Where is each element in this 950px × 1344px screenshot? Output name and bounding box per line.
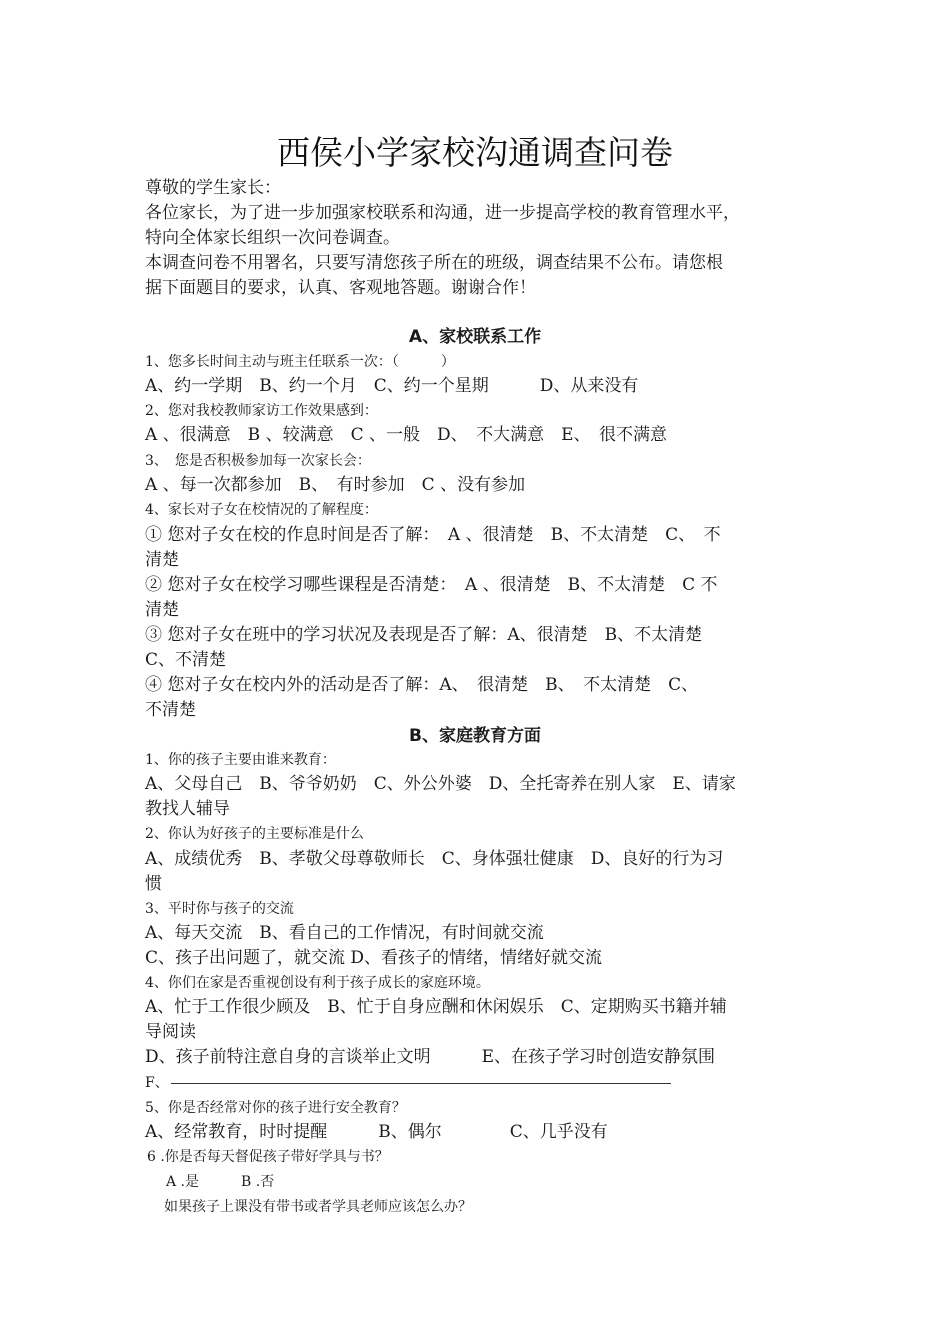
intro-paragraph-2-line-1: 本调查问卷不用署名，只要写清您孩子所在的班级，调查结果不公布。请您根 <box>145 253 723 273</box>
section-b-question-1: 1、你的孩子主要由谁来教育： <box>145 752 336 768</box>
section-a-question-1-options: A、约一学期 B、约一个月 C、约一个星期 D、从来没有 <box>145 376 639 396</box>
section-a-question-2-options: A 、很满意 B 、较满意 C 、一般 D、 不大满意 E、 很不满意 <box>145 425 668 445</box>
section-a-question-4: 4、家长对子女在校情况的了解程度： <box>145 502 378 518</box>
page-title: 西侯小学家校沟通调查问卷 <box>277 133 673 172</box>
section-b-question-2: 2、你认为好孩子的主要标准是什么 <box>145 826 364 842</box>
section-a-question-3-options: A 、每一次都参加 B、 有时参加 C 、没有参加 <box>145 475 526 495</box>
section-b-question-6: 6 .你是否每天督促孩子带好学具与书？ <box>147 1149 389 1165</box>
greeting: 尊敬的学生家长： <box>145 178 281 198</box>
section-a-question-4-item-3: ③ 您对子女在班中的学习状况及表现是否了解：A、很清楚 B、不太清楚 <box>145 625 703 645</box>
section-b-question-2-options: A、成绩优秀 B、孝敬父母尊敬师长 C、身体强壮健康 D、良好的行为习 <box>145 849 724 869</box>
section-b-question-4-options-cont: 导阅读 <box>145 1022 196 1042</box>
section-a-question-4-item-3-cont: C、不清楚 <box>145 650 227 670</box>
intro-paragraph-1-line-1: 各位家长，为了进一步加强家校联系和沟通，进一步提高学校的教育管理水平， <box>145 203 740 223</box>
section-b-question-3-options: A、每天交流 B、看自己的工作情况，有时间就交流 <box>145 923 544 943</box>
section-a-question-1: 1、您多长时间主动与班主任联系一次：（ ） <box>145 354 455 370</box>
section-a-heading: A、家校联系工作 <box>408 327 542 347</box>
section-b-question-3-options-cont: C、孩子出问题了，就交流 D、看孩子的情绪，情绪好就交流 <box>145 948 603 968</box>
section-b-question-1-options-cont: 教找人辅导 <box>145 799 230 819</box>
section-a-question-3: 3、 您是否积极参加每一次家长会： <box>145 453 371 469</box>
section-a-question-4-item-1-cont: 清楚 <box>145 550 179 570</box>
section-a-question-2: 2、您对我校教师家访工作效果感到： <box>145 403 378 419</box>
section-b-question-6-follow-up: 如果孩子上课没有带书或者学具老师应该怎么办？ <box>164 1199 472 1215</box>
section-b-question-6-options: A .是 B .否 <box>166 1174 275 1190</box>
section-b-question-5-options: A、经常教育，时时提醒 B、偶尔 C、几乎没有 <box>145 1122 608 1142</box>
section-b-question-5: 5、你是否经常对你的孩子进行安全教育？ <box>145 1100 406 1116</box>
intro-paragraph-1-line-2: 特向全体家长组织一次问卷调查。 <box>145 228 400 248</box>
option-f-blank-line[interactable] <box>171 1082 671 1084</box>
section-b-question-1-options: A、父母自己 B、爷爷奶奶 C、外公外婆 D、全托寄养在别人家 E、请家 <box>145 774 736 794</box>
section-b-question-2-options-cont: 惯 <box>145 874 162 894</box>
section-a-question-4-item-2: ② 您对子女在校学习哪些课程是否清楚： A 、很清楚 B、不太清楚 C 不 <box>145 575 718 595</box>
section-b-question-3: 3、平时你与孩子的交流 <box>145 901 294 917</box>
section-b-question-4: 4、你们在家是否重视创设有利于孩子成长的家庭环境。 <box>145 975 490 991</box>
section-b-question-4-options: A、忙于工作很少顾及 B、忙于自身应酬和休闲娱乐 C、定期购买书籍并辅 <box>145 997 727 1017</box>
section-b-heading: B、家庭教育方面 <box>409 726 541 746</box>
section-b-question-4-options-d-e: D、孩子前特注意自身的言谈举止文明 E、在孩子学习时创造安静氛围 <box>145 1047 716 1067</box>
intro-paragraph-2-line-2: 据下面题目的要求，认真、客观地答题。谢谢合作！ <box>145 278 536 298</box>
option-f-label: F、 <box>145 1075 169 1091</box>
section-a-question-4-item-1: ① 您对子女在校的作息时间是否了解： A 、很清楚 B、不太清楚 C、 不 <box>145 525 721 545</box>
section-a-question-4-item-4-cont: 不清楚 <box>145 700 196 720</box>
section-a-question-4-item-2-cont: 清楚 <box>145 600 179 620</box>
section-b-question-4-option-f <box>145 1076 671 1090</box>
section-a-question-4-item-4: ④ 您对子女在校内外的活动是否了解：A、 很清楚 B、 不太清楚 C、 <box>145 675 699 695</box>
